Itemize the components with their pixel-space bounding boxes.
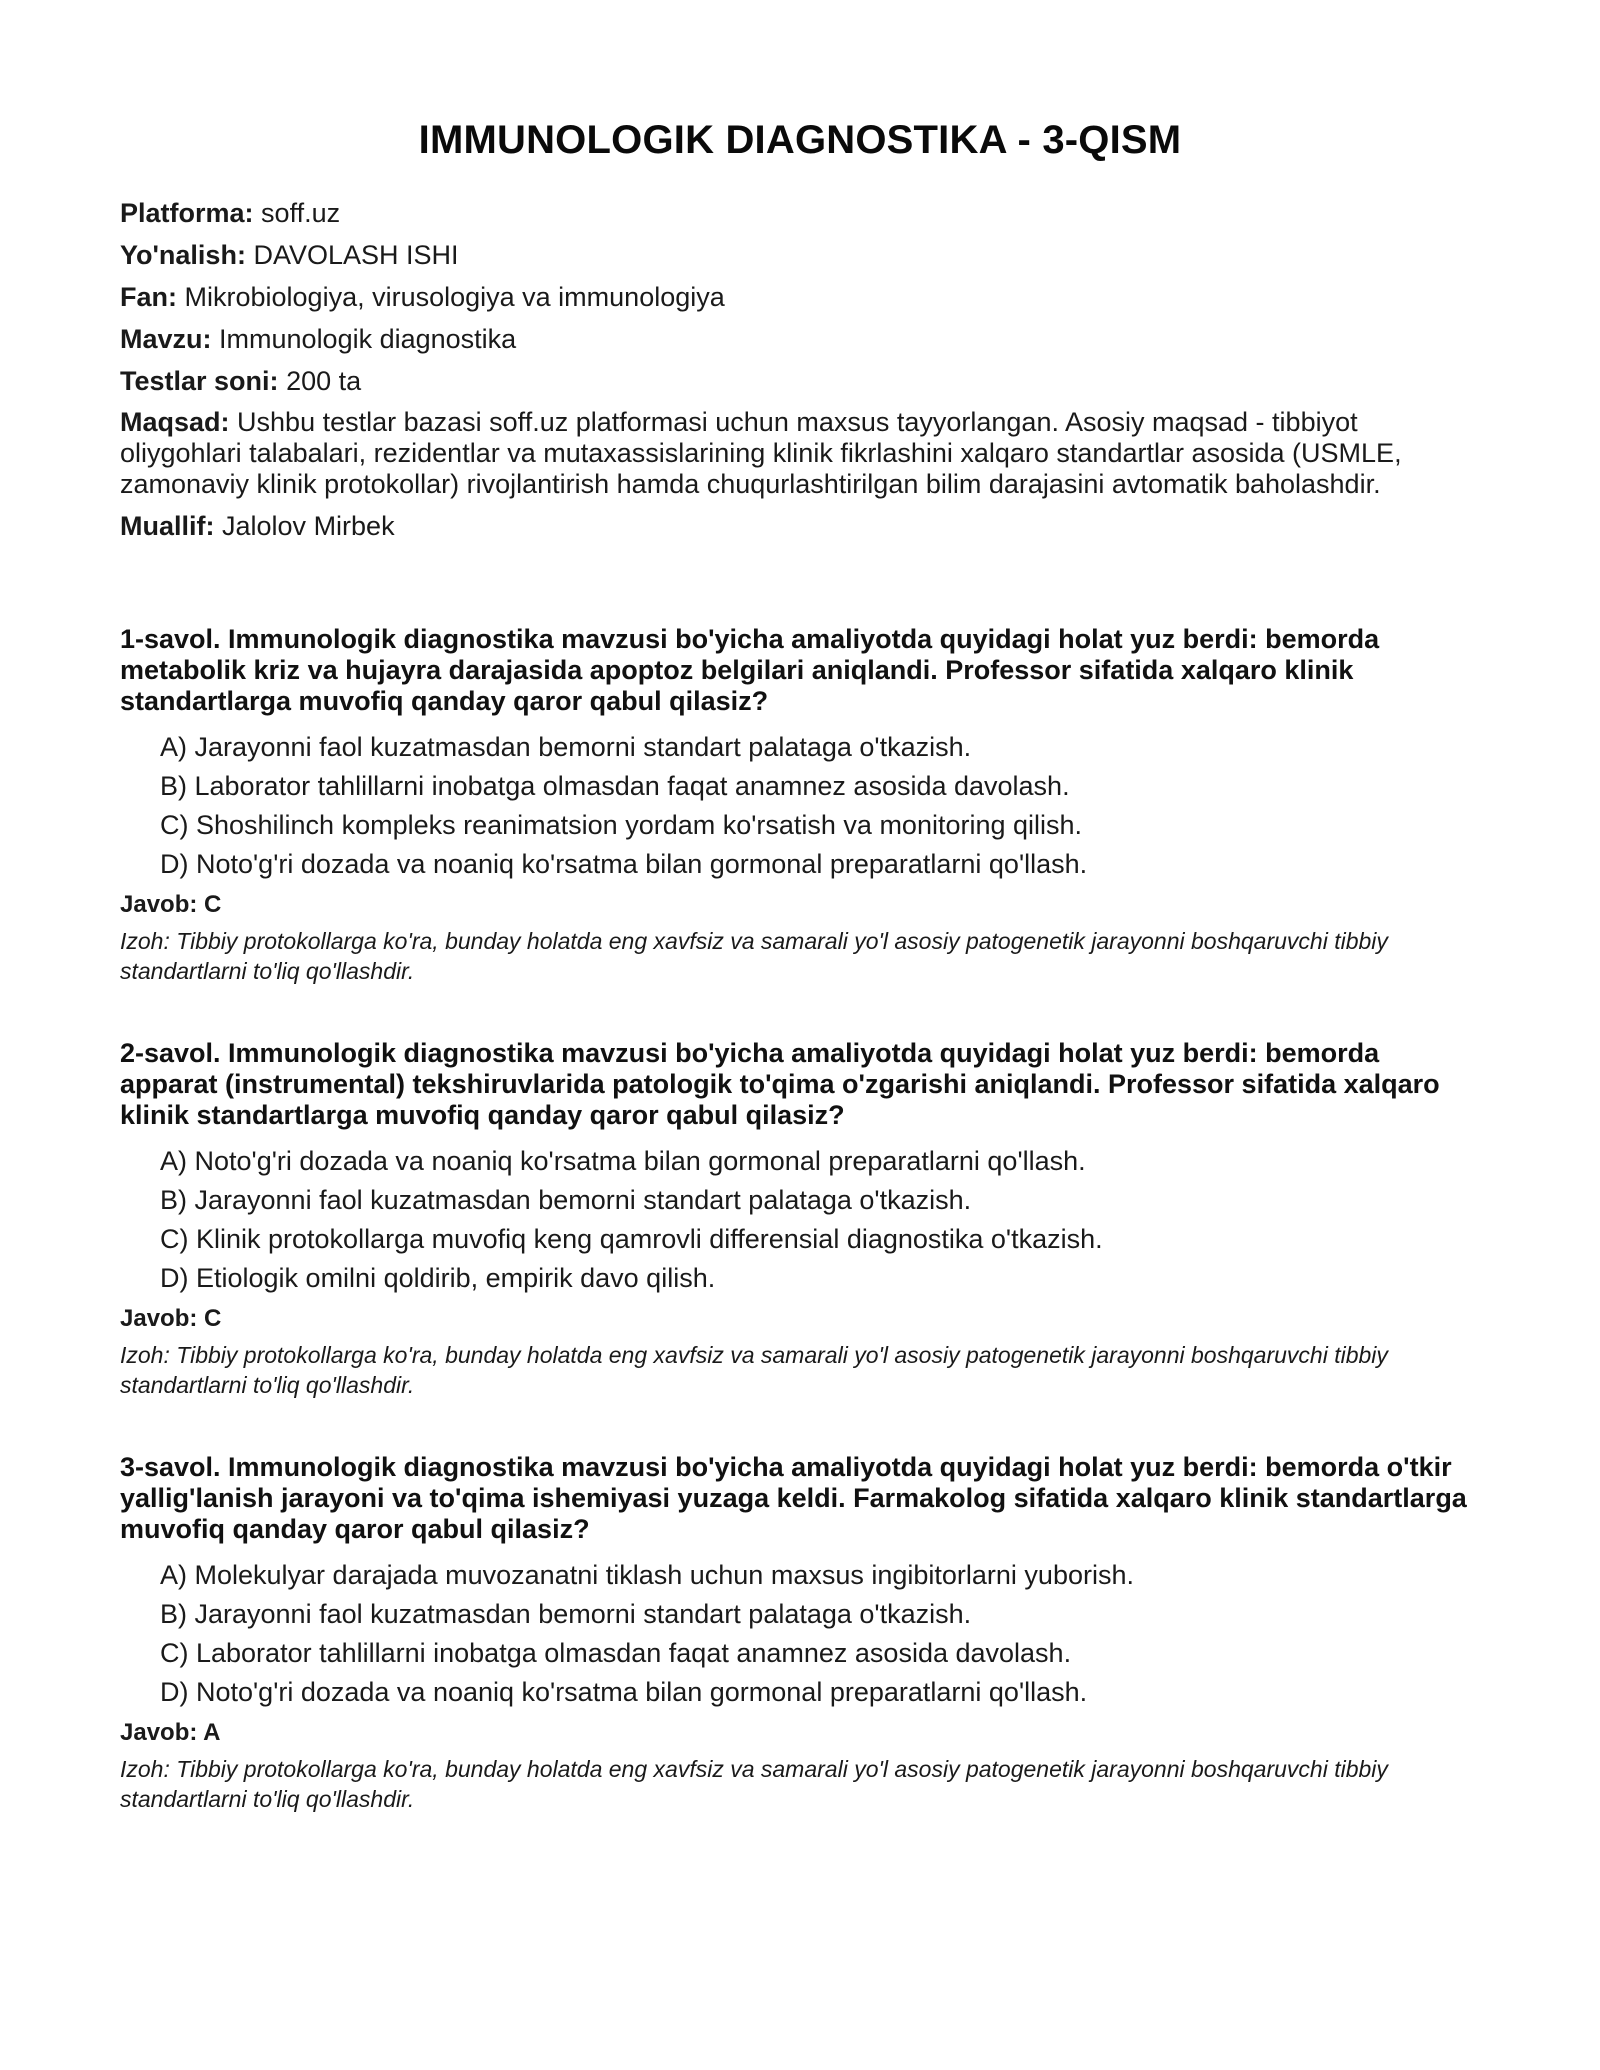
document-meta	[120, 197, 1480, 542]
document-title: IMMUNOLOGIK DIAGNOSTIKA - 3-QISM	[418, 118, 1182, 162]
meta-muallif	[120, 510, 1480, 542]
option-c: C) Klinik protokollarga muvofiq keng qamrovli differensial diagnostika o'tkazish.	[160, 1224, 1103, 1254]
question-block-3	[120, 1452, 1480, 1814]
meta-yonalish	[120, 239, 1480, 271]
meta-value: Mikrobiologiya, virusologiya va immunologiya	[184, 282, 725, 312]
meta-maqsad	[120, 407, 1480, 500]
meta-fan	[120, 281, 1480, 313]
option-d: D) Noto'g'ri dozada va noaniq ko'rsatma bilan gormonal preparatlarni qo'llash.	[160, 849, 1088, 879]
meta-key: Maqsad:	[120, 407, 230, 437]
answer-key: Javob: A	[120, 1719, 221, 1746]
question-text: 3-savol. Immunologik diagnostika mavzusi bo'yicha amaliyotda quyidagi holat yuz berdi: bemorda o'tkir yallig'lanish jarayoni va to'qima ishemiyasi yuzaga keldi. Farmakolog sifatida xalqaro klinik standartlarga muvofiq qanday qaror qabul qilasiz?	[120, 1452, 1467, 1544]
answer-options	[120, 731, 1480, 880]
meta-key: Fan:	[120, 282, 177, 312]
meta-value: soff.uz	[261, 198, 341, 228]
question-list	[120, 624, 1480, 1814]
meta-key: Yo'nalish:	[120, 240, 246, 270]
meta-value: 200 ta	[286, 366, 362, 396]
explanation: Izoh: Tibbiy protokollarga ko'ra, bunday holatda eng xavfsiz va samarali yo'l asosiy patogenetik jarayonni boshqaruvchi tibbiy standartlarni to'liq qo'llashdir.	[120, 1342, 1388, 1398]
explanation: Izoh: Tibbiy protokollarga ko'ra, bunday holatda eng xavfsiz va samarali yo'l asosiy patogenetik jarayonni boshqaruvchi tibbiy standartlarni to'liq qo'llashdir.	[120, 928, 1388, 984]
meta-key: Mavzu:	[120, 324, 212, 354]
meta-value: Immunologik diagnostika	[219, 324, 517, 354]
question-text: 2-savol. Immunologik diagnostika mavzusi bo'yicha amaliyotda quyidagi holat yuz berdi: bemorda apparat (instrumental) tekshiruvlarida patologik to'qima o'zgarishi aniqlandi. Professor sifatida xalqaro klinik standartlarga muvofiq qanday qaror qabul qilasiz?	[120, 1038, 1440, 1130]
option-b: B) Jarayonni faol kuzatmasdan bemorni standart palataga o'tkazish.	[160, 1185, 972, 1215]
option-d: D) Noto'g'ri dozada va noaniq ko'rsatma bilan gormonal preparatlarni qo'llash.	[160, 1677, 1088, 1707]
meta-value: Jalolov Mirbek	[222, 511, 395, 541]
meta-value: Ushbu testlar bazasi soff.uz platformasi uchun maxsus tayyorlangan. Asosiy maqsad - tibbiyot oliygohlari talabalari, rezidentlar va mutaxassislarining klinik fikrlashini xalqaro standartlar asosida (USMLE, zamonaviy klinik protokollar) rivojlantirish hamda chuqurlashtirilgan bilim darajasini avtomatik baholashdir.	[120, 407, 1402, 499]
option-b: B) Jarayonni faol kuzatmasdan bemorni standart palataga o'tkazish.	[160, 1599, 972, 1629]
answer-options	[120, 1145, 1480, 1294]
option-a: A) Noto'g'ri dozada va noaniq ko'rsatma bilan gormonal preparatlarni qo'llash.	[160, 1146, 1086, 1176]
explanation: Izoh: Tibbiy protokollarga ko'ra, bunday holatda eng xavfsiz va samarali yo'l asosiy patogenetik jarayonni boshqaruvchi tibbiy standartlarni to'liq qo'llashdir.	[120, 1756, 1388, 1812]
meta-value: DAVOLASH ISHI	[253, 240, 459, 270]
option-c: C) Shoshilinch kompleks reanimatsion yordam ko'rsatish va monitoring qilish.	[160, 810, 1083, 840]
meta-key: Muallif:	[120, 511, 215, 541]
answer-key: Javob: C	[120, 1305, 222, 1332]
option-c: C) Laborator tahlillarni inobatga olmasdan faqat anamnez asosida davolash.	[160, 1638, 1072, 1668]
answer-key: Javob: C	[120, 891, 222, 918]
question-text: 1-savol. Immunologik diagnostika mavzusi bo'yicha amaliyotda quyidagi holat yuz berdi: bemorda metabolik kriz va hujayra darajasida apoptoz belgilari aniqlandi. Professor sifatida xalqaro klinik standartlarga muvofiq qanday qaror qabul qilasiz?	[120, 624, 1380, 716]
question-block-1	[120, 624, 1480, 986]
option-a: A) Jarayonni faol kuzatmasdan bemorni standart palataga o'tkazish.	[160, 732, 972, 762]
meta-mavzu	[120, 323, 1480, 355]
meta-key: Platforma:	[120, 198, 254, 228]
meta-testlar-soni	[120, 365, 1480, 397]
answer-options	[120, 1559, 1480, 1708]
meta-key: Testlar soni:	[120, 366, 279, 396]
option-b: B) Laborator tahlillarni inobatga olmasdan faqat anamnez asosida davolash.	[160, 771, 1070, 801]
meta-platforma	[120, 197, 1480, 229]
option-a: A) Molekulyar darajada muvozanatni tiklash uchun maxsus ingibitorlarni yuborish.	[160, 1560, 1134, 1590]
question-block-2	[120, 1038, 1480, 1400]
option-d: D) Etiologik omilni qoldirib, empirik davo qilish.	[160, 1263, 716, 1293]
